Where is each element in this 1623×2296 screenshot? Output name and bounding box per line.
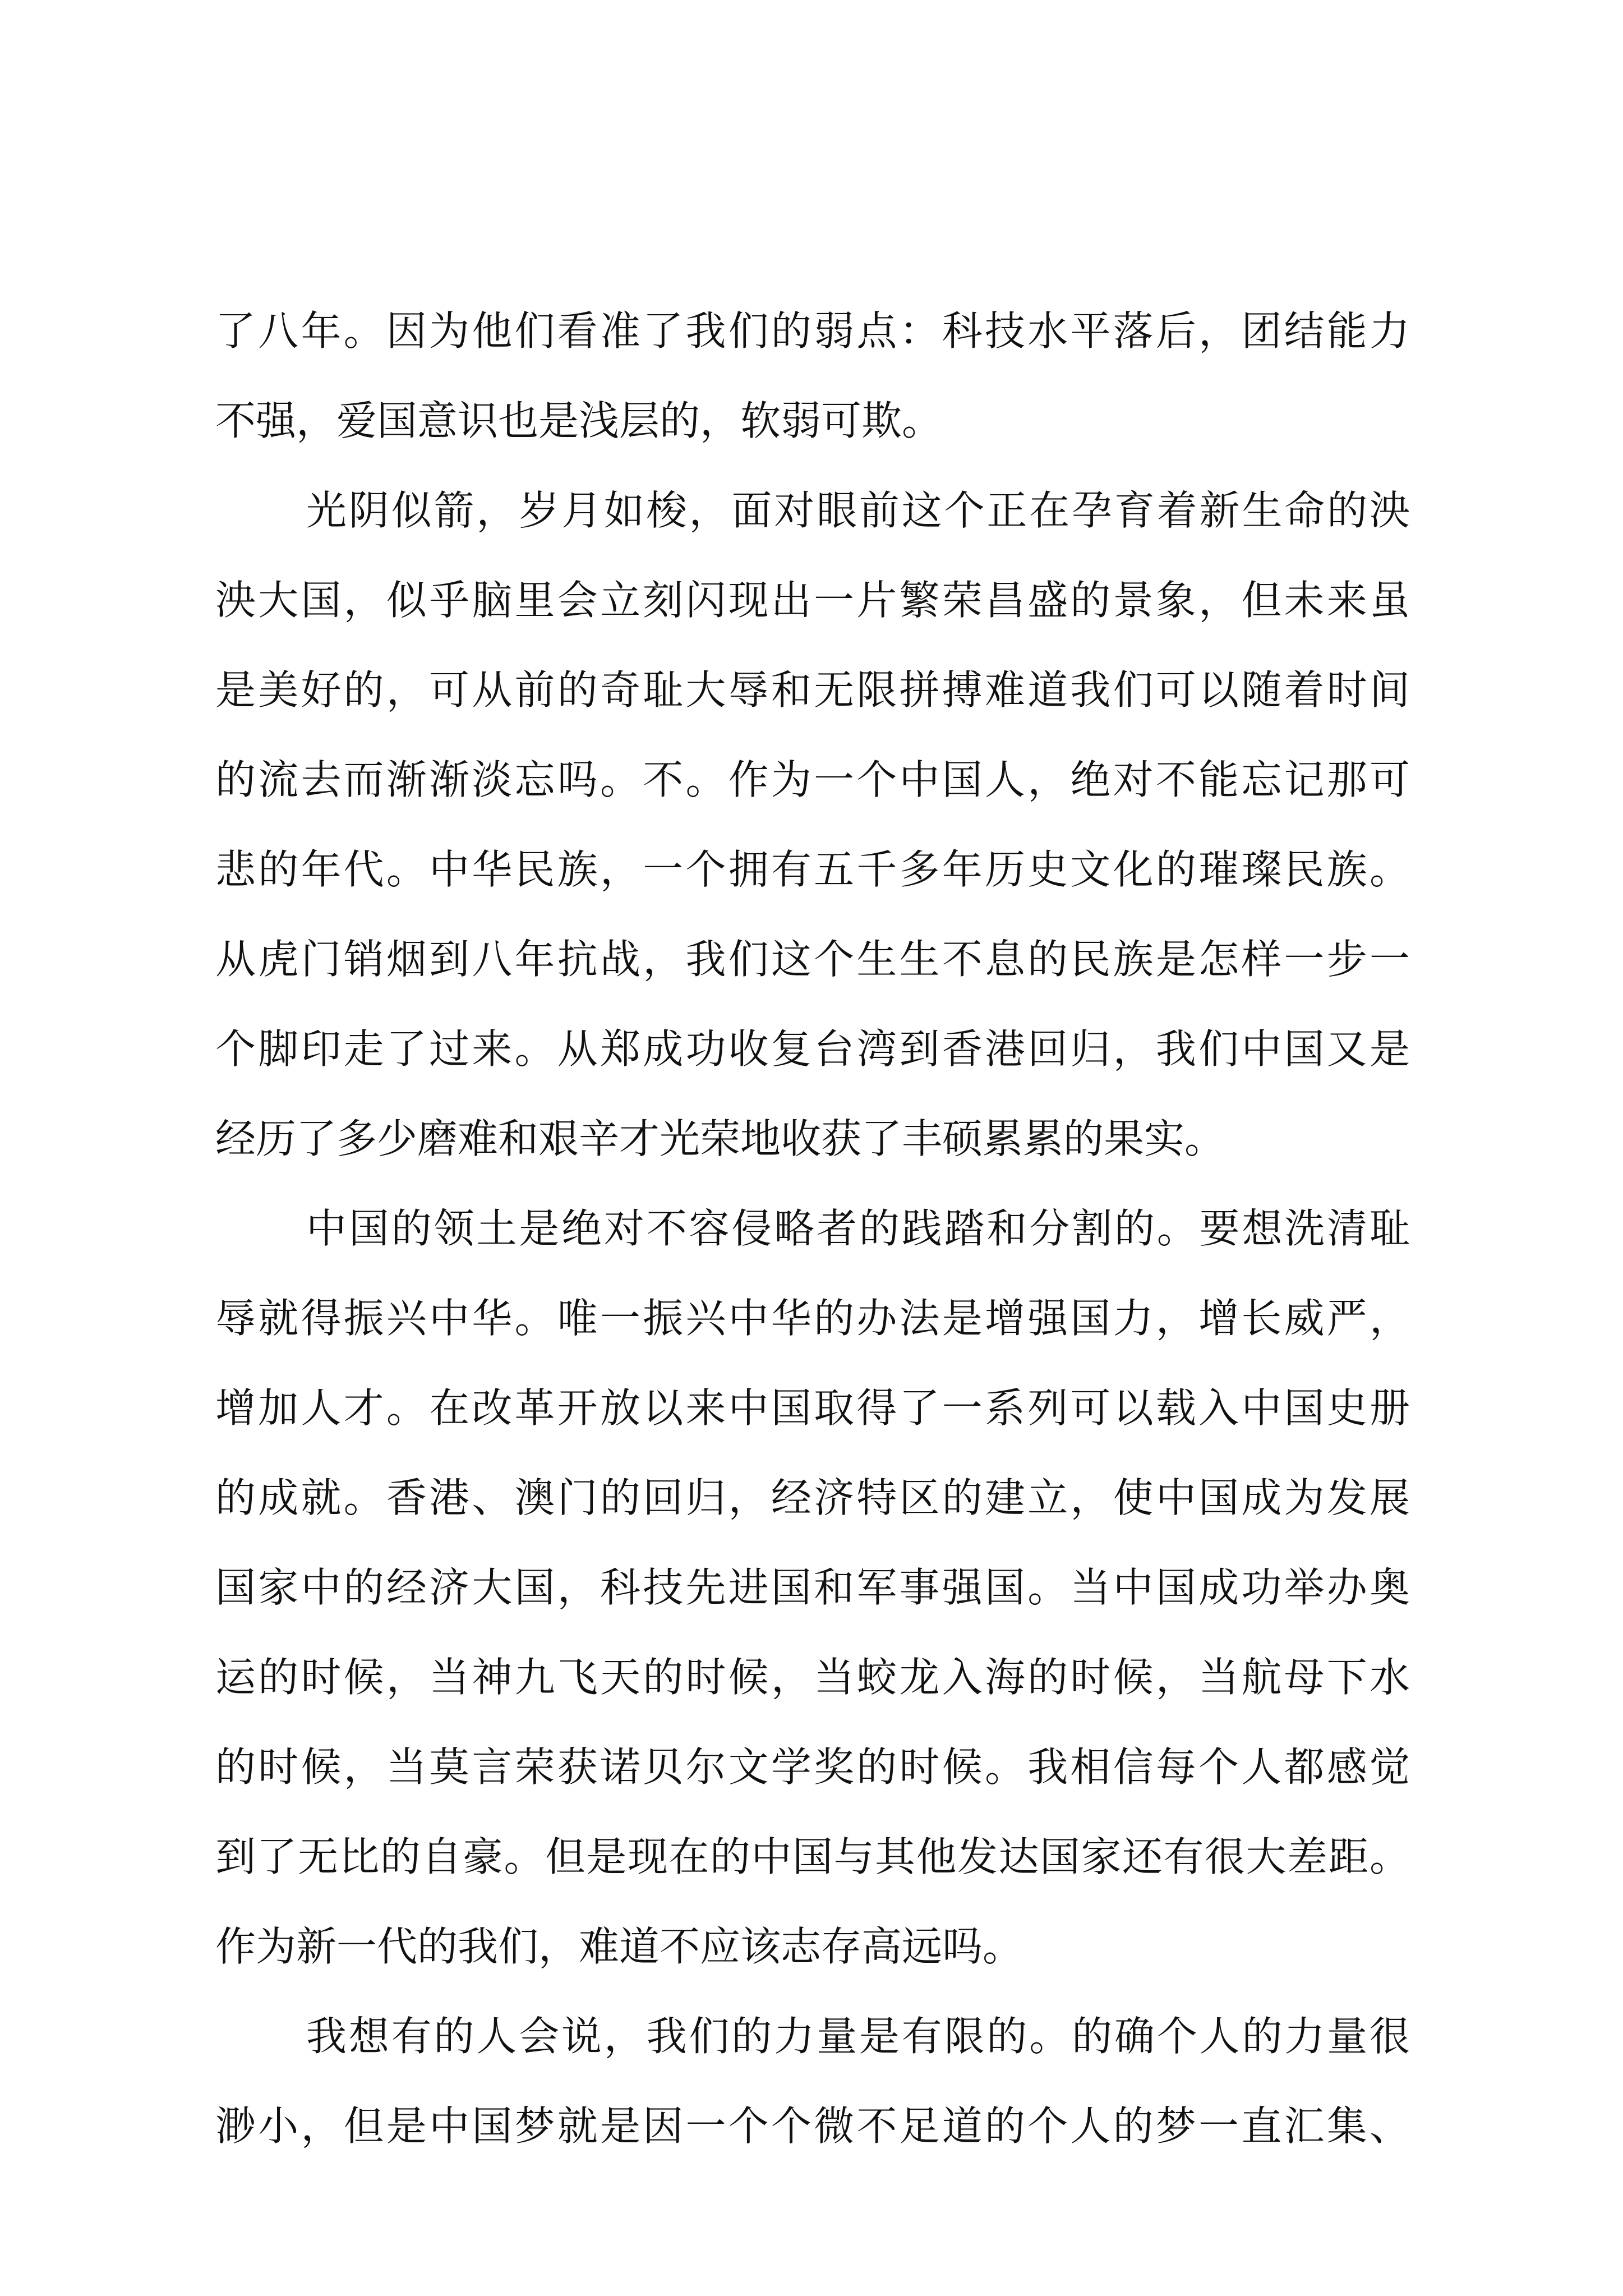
- text-line: 作为新一代的我们，难道不应该志存高远吗。: [215, 1923, 1023, 1970]
- text-line: 的流去而渐渐淡忘吗。不。作为一个中国人，绝对不能忘记那可: [215, 756, 1410, 803]
- text-line: 光阴似箭，岁月如梭，面对眼前这个正在孕育着新生命的泱: [306, 487, 1410, 534]
- text-line: 经历了多少磨难和艰辛才光荣地收获了丰硕累累的果实。: [215, 1115, 1225, 1162]
- text-line: 我想有的人会说，我们的力量是有限的。的确个人的力量很: [306, 2013, 1410, 2060]
- text-line: 泱大国，似乎脑里会立刻闪现出一片繁荣昌盛的景象，但未来虽: [215, 577, 1410, 624]
- text-line: 辱就得振兴中华。唯一振兴中华的办法是增强国力，增长威严，: [215, 1295, 1410, 1342]
- text-line: 的时候，当莫言荣获诺贝尔文学奖的时候。我相信每个人都感觉: [215, 1743, 1410, 1791]
- text-line: 不强，爱国意识也是浅层的，软弱可欺。: [215, 397, 943, 444]
- text-line: 悲的年代。中华民族，一个拥有五千多年历史文化的璀璨民族。: [215, 846, 1410, 893]
- text-line: 渺小，但是中国梦就是因一个个微不足道的个人的梦一直汇集、: [215, 2102, 1410, 2150]
- text-line: 个脚印走了过来。从郑成功收复台湾到香港回归，我们中国又是: [215, 1025, 1410, 1073]
- text-line: 到了无比的自豪。但是现在的中国与其他发达国家还有很大差距。: [215, 1833, 1410, 1880]
- text-line: 中国的领土是绝对不容侵略者的践踏和分割的。要想洗清耻: [306, 1205, 1410, 1252]
- text-line: 国家中的经济大国，科技先进国和军事强国。当中国成功举办奥: [215, 1564, 1410, 1611]
- text-line: 的成就。香港、澳门的回归，经济特区的建立，使中国成为发展: [215, 1474, 1410, 1521]
- text-line: 运的时候，当神九飞天的时候，当蛟龙入海的时候，当航母下水: [215, 1654, 1410, 1701]
- text-line: 了八年。因为他们看准了我们的弱点：科技水平落后，团结能力: [215, 307, 1410, 355]
- text-line: 增加人才。在改革开放以来中国取得了一系列可以载入中国史册: [215, 1384, 1410, 1432]
- text-line: 是美好的，可从前的奇耻大辱和无限拼搏难道我们可以随着时间: [215, 666, 1410, 714]
- text-line: 从虎门销烟到八年抗战，我们这个生生不息的民族是怎样一步一: [215, 936, 1410, 983]
